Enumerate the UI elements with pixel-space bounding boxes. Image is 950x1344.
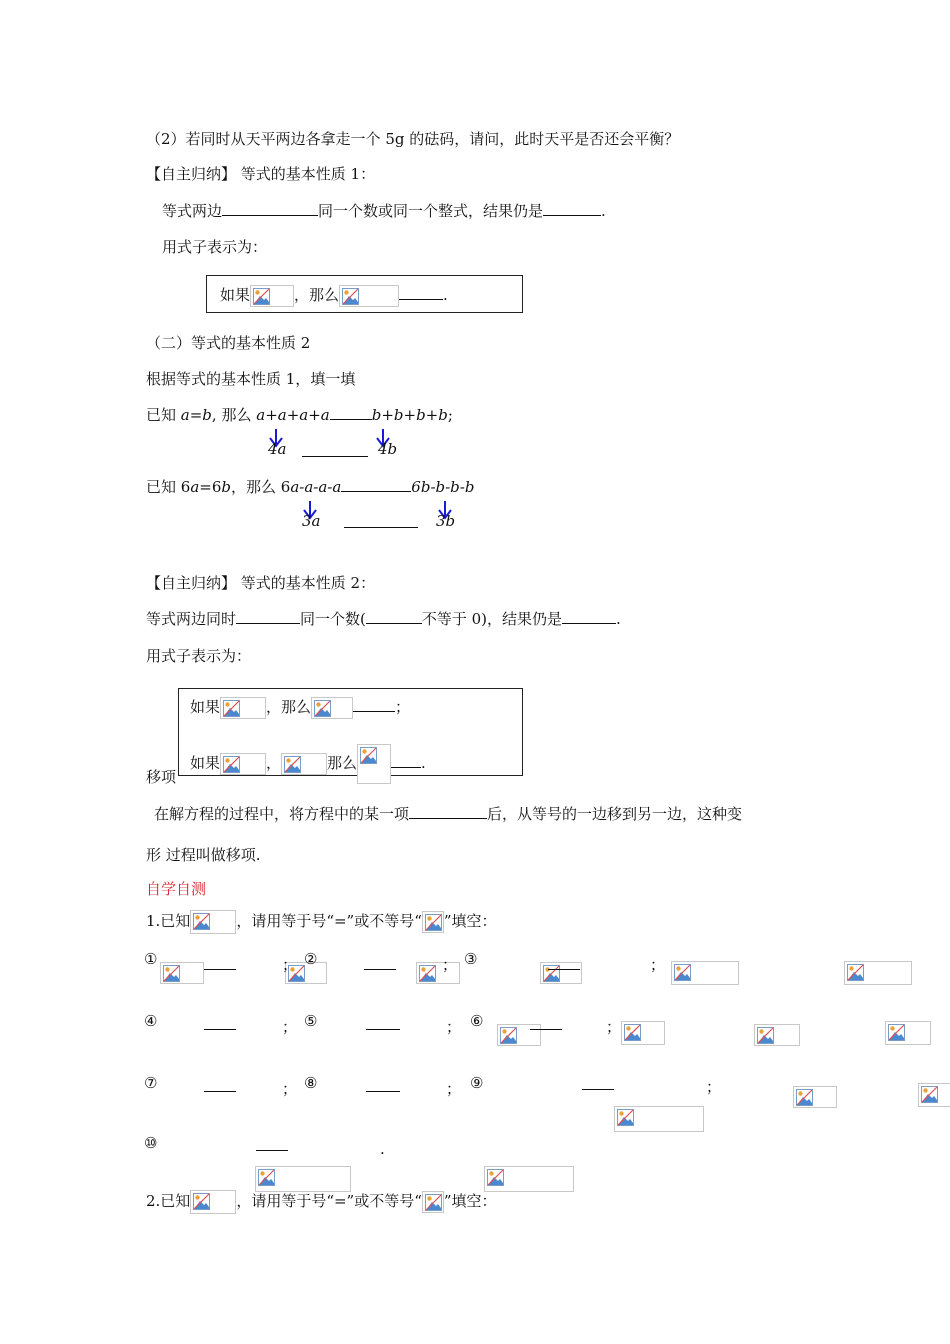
blank[interactable] (204, 1091, 236, 1092)
broken-image-icon (193, 913, 210, 930)
blank[interactable] (562, 623, 616, 624)
formula-image (250, 285, 294, 307)
blank[interactable] (366, 1091, 400, 1092)
broken-image-icon (163, 965, 180, 982)
blank[interactable] (353, 711, 395, 712)
blank[interactable] (204, 1029, 236, 1030)
summary1-heading: 【自主归纳】 等式的基本性质 1： (146, 165, 376, 183)
list-item: ⑥ (470, 1012, 484, 1030)
self-test-title: 自学自测 (146, 880, 207, 898)
broken-image-icon (425, 914, 442, 931)
blank[interactable] (366, 1029, 400, 1030)
broken-image-icon (342, 288, 359, 305)
list-item: ⑧ (304, 1074, 318, 1092)
blank[interactable] (222, 215, 318, 216)
formula-image (885, 1021, 931, 1045)
question-2-text: （2）若同时从天平两边各拿走一个 5g 的砝码，请问，此时天平是否还会平衡？ (146, 130, 680, 148)
summary2-statement: 等式两边同时 同一个数( 不等于 0)，结果仍是 . (146, 610, 621, 628)
formula-row-2: 如果 ， 那么 . (190, 744, 426, 784)
example-1-sub-left: 4a (268, 440, 287, 458)
formula-image (422, 911, 444, 933)
separator: ； (650, 956, 666, 974)
separator: ； (446, 1080, 462, 1098)
broken-image-icon (487, 1169, 504, 1186)
transpose-line-1: 在解方程的过程中，将方程中的某一项 后，从等号的一边移到另一边，这种变 (154, 805, 743, 823)
broken-image-icon (796, 1089, 813, 1106)
section2-intro: 根据等式的基本性质 1，填一填 (146, 370, 356, 388)
formula-image (160, 962, 204, 984)
formula-image (220, 697, 266, 719)
summary1-expr-intro: 用式子表示为： (162, 238, 268, 256)
formula-image (281, 753, 327, 775)
formula-image (844, 961, 912, 985)
formula-image (339, 285, 399, 307)
example-1: 已知 a=b, 那么 a+a+a+a b+b+b+b; (146, 406, 453, 424)
summary1-statement: 等式两边 同一个数或同一个整式，结果仍是 . (162, 202, 606, 220)
blank[interactable] (409, 818, 487, 819)
example-1-sub-right: 4b (378, 440, 398, 458)
formula-image (484, 1166, 574, 1192)
blank[interactable] (582, 1089, 614, 1090)
formula-image (190, 1190, 236, 1214)
list-item: ⑦ (144, 1074, 158, 1092)
formula-image (255, 1166, 351, 1192)
blank[interactable] (344, 527, 418, 528)
formula-image (918, 1083, 950, 1107)
self-test-q1: 1.已知 ，请用等于号“=”或不等号“ ”填空： (146, 910, 497, 934)
broken-image-icon (193, 1193, 210, 1210)
blank[interactable] (364, 969, 396, 970)
blank[interactable] (341, 491, 411, 492)
broken-image-icon (847, 964, 864, 981)
separator: ； (282, 1018, 298, 1036)
separator: ； (446, 1018, 462, 1036)
formula-image (497, 1024, 541, 1046)
formula-image (422, 1191, 444, 1213)
example-2: 已知 6a=6b，那么 6a-a-a-a 6b-b-b-b (146, 478, 475, 496)
blank[interactable] (530, 1029, 562, 1030)
broken-image-icon (284, 756, 301, 773)
formula-image (621, 1021, 665, 1045)
broken-image-icon (314, 700, 331, 717)
formula-row: 如果 ，那么 . (220, 284, 448, 307)
broken-image-icon (500, 1027, 517, 1044)
formula-image (793, 1086, 837, 1108)
list-item: ⑩ (144, 1134, 158, 1152)
broken-image-icon (253, 288, 270, 305)
broken-image-icon (258, 1169, 275, 1186)
transpose-title: 移项 (146, 768, 177, 786)
list-item: ④ (144, 1012, 158, 1030)
example-2-sub-left: 3a (302, 512, 321, 530)
blank[interactable] (548, 969, 580, 970)
formula-image (754, 1024, 800, 1046)
blank[interactable] (399, 299, 443, 300)
broken-image-icon (223, 756, 240, 773)
formula-image (671, 961, 739, 985)
transpose-line-2: 形 过程叫做移项. (146, 846, 261, 864)
separator: ； (282, 956, 298, 974)
formula-image (614, 1106, 704, 1132)
end-period: . (380, 1140, 385, 1158)
list-item: ① (144, 950, 158, 968)
list-item: ② (304, 950, 318, 968)
broken-image-icon (419, 965, 436, 982)
example-2-sub-right: 3b (436, 512, 456, 530)
separator: ； (706, 1078, 722, 1096)
separator: ； (606, 1018, 622, 1036)
separator: ； (282, 1080, 298, 1098)
broken-image-icon (360, 747, 377, 764)
broken-image-icon (617, 1109, 634, 1126)
blank[interactable] (302, 456, 368, 457)
broken-image-icon (624, 1024, 641, 1041)
summary2-heading: 【自主归纳】 等式的基本性质 2： (146, 574, 376, 592)
broken-image-icon (543, 965, 560, 982)
blank[interactable] (204, 969, 236, 970)
formula-row-1: 如果 ，那么 ； (190, 696, 410, 719)
formula-image (220, 753, 266, 775)
list-item: ⑤ (304, 1012, 318, 1030)
separator: ； (442, 956, 458, 974)
broken-image-icon (757, 1027, 774, 1044)
broken-image-icon (888, 1024, 905, 1041)
broken-image-icon (921, 1086, 938, 1103)
blank[interactable] (543, 215, 601, 216)
self-test-q2: 2.已知 ，请用等于号“=”或不等号“ ”填空： (146, 1190, 497, 1214)
formula-image (540, 962, 582, 984)
list-item: ⑨ (470, 1074, 484, 1092)
blank[interactable] (256, 1150, 288, 1151)
formula-image (357, 744, 391, 784)
list-item: ③ (464, 950, 478, 968)
summary2-expr-intro: 用式子表示为： (146, 647, 252, 665)
formula-image (190, 910, 236, 934)
formula-image (311, 697, 353, 719)
section2-title: （二）等式的基本性质 2 (146, 334, 311, 352)
broken-image-icon (425, 1194, 442, 1211)
blank[interactable] (236, 623, 300, 624)
blank[interactable] (330, 419, 372, 420)
broken-image-icon (223, 700, 240, 717)
broken-image-icon (674, 964, 691, 981)
blank[interactable] (391, 767, 421, 768)
blank[interactable] (366, 623, 422, 624)
